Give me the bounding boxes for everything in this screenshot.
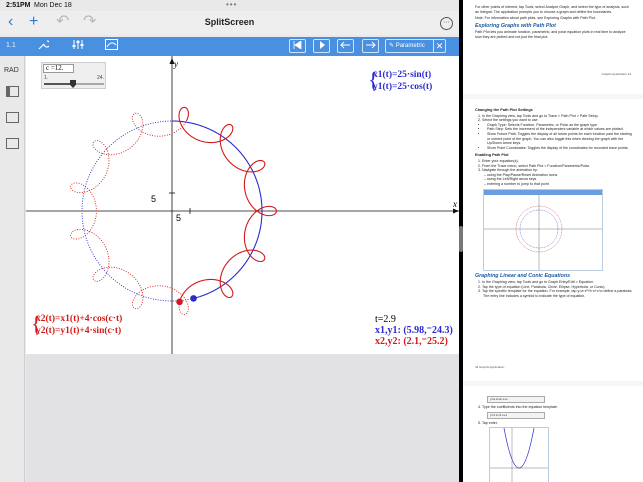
redo-button[interactable]: ↷ xyxy=(83,13,97,30)
step-back-arrow-icon[interactable] xyxy=(337,39,354,53)
doc-step: 5. Tap enter. xyxy=(482,421,633,426)
reset-animation-icon[interactable] xyxy=(289,39,306,53)
trace-t-value: t=2.9 xyxy=(375,314,396,325)
blue-curve-traced xyxy=(172,121,262,298)
doc-step: 3. Navigate through the animation by: xyxy=(482,168,633,173)
split-view-icon[interactable] xyxy=(6,86,19,97)
path-plot-mode-pill[interactable] xyxy=(385,39,446,53)
slider-c-max: 24. xyxy=(97,75,104,81)
path-plot-mode-label: Parametric xyxy=(395,43,425,49)
blue-trace-point[interactable] xyxy=(190,295,197,302)
doc-screenshot-thumbnail xyxy=(483,189,603,271)
red-curve-future xyxy=(71,113,189,314)
graph-toolbar xyxy=(0,37,459,56)
doc-step: 4. Type the coefficients into the equation template. xyxy=(482,405,633,410)
red-equation[interactable] xyxy=(31,311,123,337)
page-number[interactable]: 1.1 xyxy=(6,42,16,49)
doc-page-43 xyxy=(463,0,643,94)
nav-bar xyxy=(0,11,459,35)
doc-heading-enable: Enabling Path Plot xyxy=(475,153,509,158)
doc-equation-filled: y=1·x²-3·x+1 xyxy=(487,412,545,419)
doc-heading-settings: Changing the Path Plot Settings xyxy=(475,108,533,112)
doc-text: The entry line includes a symbol to indicate the type of equation. xyxy=(483,293,586,298)
book-icon[interactable] xyxy=(6,112,19,123)
tools-wrench-icon[interactable] xyxy=(38,39,49,53)
pencil-icon: ✎ xyxy=(389,43,396,49)
slider-c-min: 1. xyxy=(44,75,49,81)
add-button[interactable]: + xyxy=(29,13,39,30)
slider-c-fill xyxy=(44,83,74,85)
x-tick-label: 5 xyxy=(176,213,182,223)
settings-sliders-icon[interactable] xyxy=(72,39,84,53)
angle-mode-label[interactable]: RAD xyxy=(4,67,19,74)
step-forward-arrow-icon[interactable] xyxy=(362,39,379,53)
graph-canvas[interactable] xyxy=(26,56,459,354)
doc-footer-43: Graphs Application 43 xyxy=(601,72,631,76)
blue-equation-y: y1(t)=25·cos(t) xyxy=(373,82,433,92)
doc-heading-conic: Graphing Linear and Conic Equations xyxy=(475,272,571,279)
empty-pane xyxy=(26,354,459,482)
undo-button[interactable]: ↶ xyxy=(56,13,70,30)
red-equation-x: x2(t)=x1(t)+4·cos(c·t) xyxy=(36,314,123,324)
y-tick-label: 5 xyxy=(151,194,157,204)
doc-step: 2. From the Trace menu, select Path Plot > Function/Parametric/Polar. xyxy=(482,164,633,169)
graph-plot[interactable] xyxy=(26,56,459,354)
play-icon[interactable] xyxy=(313,39,330,53)
status-time: 2:51PM xyxy=(6,2,31,9)
doc-footer-44: 44 Graphs Application xyxy=(475,365,505,369)
y-axis-label: y xyxy=(174,59,178,69)
more-button[interactable]: ··· xyxy=(440,17,453,30)
status-date: Mon Dec 18 xyxy=(34,2,72,9)
red-trace-point[interactable] xyxy=(176,299,183,306)
trace-readout xyxy=(375,314,453,347)
doc-setting: • Show Point Coordinates: Toggles the display of the coordinates for recorded trace points. xyxy=(487,146,633,151)
slider-c-value[interactable]: c =12. xyxy=(43,64,74,73)
doc-setting: • Graph Type: Selects Function, Parametric, or Polar as the graph type. xyxy=(487,123,633,128)
status-bar xyxy=(0,0,459,11)
doc-bullet: For other points of interest, tap Tools, select Analyze Graph, and select the type of analysis, such as Integral. The application prompts you to choose a graph and define the boundaries. xyxy=(475,5,629,14)
image-icon[interactable] xyxy=(6,138,19,149)
document-title: SplitScreen xyxy=(204,17,255,27)
red-equation-y: y2(t)=y1(t)+4·sin(c·t) xyxy=(36,326,122,336)
sidebar xyxy=(0,56,25,482)
back-button[interactable]: ‹ xyxy=(8,13,14,30)
doc-body: Path Plot lets you animate function, parametric, and polar equation plots in real time to analyze how they are plotted and not just the final plot. xyxy=(475,30,626,39)
blue-equation-x: x1(t)=25·sin(t) xyxy=(373,70,432,80)
blue-equation[interactable] xyxy=(368,67,433,93)
trace-red-label: x2,y2: xyxy=(375,336,401,347)
doc-equation-template: y=a·x²+b·x+c xyxy=(487,396,545,403)
close-path-plot-button[interactable]: ✕ xyxy=(433,40,445,52)
doc-parabola-thumbnail xyxy=(489,427,549,482)
doc-heading-path-plot: Exploring Graphs with Path Plot xyxy=(475,22,556,29)
doc-substep: – using the Play/Pause/Reset Animation icons xyxy=(487,173,633,178)
trace-red-value: (2.1,⁻25.2) xyxy=(403,336,448,347)
doc-page-45 xyxy=(463,386,643,482)
thumbnail-parabola xyxy=(490,428,548,482)
pdf-viewer[interactable] xyxy=(463,0,643,482)
doc-setting: • Show Future Path: Toggles the display of all future points for each function past the starting or current point of the graph. You can also toggle this when viewing the graph with the Up/Down arrow keys. xyxy=(487,132,633,146)
doc-step: 1. In the Graphing view, tap Tools and go to Trace > Path Plot > Path Setup. xyxy=(482,114,633,119)
slider-c[interactable] xyxy=(41,62,106,89)
doc-setting: • Path Step: Sets the increment of the independent variable at which values are plotted. xyxy=(487,127,633,132)
thumbnail-graph xyxy=(484,195,602,270)
doc-step: 1. Enter your equation(s). xyxy=(482,159,633,164)
equation-brace: { xyxy=(31,311,42,336)
trace-blue-value: (5.98,⁻24.3) xyxy=(403,325,453,336)
trace-red-row xyxy=(375,336,453,347)
doc-step: 2. Tap the type of equation (Line, Parabola, Circle, Ellipse, Hyperbola, or Conic). xyxy=(482,285,633,290)
trace-blue-label: x1,y1: xyxy=(375,325,401,336)
doc-step: 2. Select the settings you want to use. xyxy=(482,118,633,123)
view-graph-icon[interactable] xyxy=(105,39,118,53)
doc-substep: – using the Left/Right arrow keys xyxy=(487,177,633,182)
doc-page-44 xyxy=(463,99,643,381)
doc-note: Note: For information about path plots, see Exploring Graphs with Path Plot. xyxy=(475,16,596,21)
doc-substep: – entering a number to jump to that point xyxy=(487,182,633,187)
equation-brace: { xyxy=(368,67,379,92)
multitask-dots[interactable]: ••• xyxy=(226,0,238,9)
doc-step: 1. In the Graphing view, tap Tools and go to Graph Entry/Edit > Equation. xyxy=(482,280,633,285)
trace-blue-row xyxy=(375,325,453,336)
x-axis-label: x xyxy=(453,199,457,209)
doc-step: 3. Tap the specific template for the equation. For example, tap y=a·x²+b·x+c to define a parabola. xyxy=(482,289,633,294)
slider-c-knob[interactable] xyxy=(70,80,76,88)
